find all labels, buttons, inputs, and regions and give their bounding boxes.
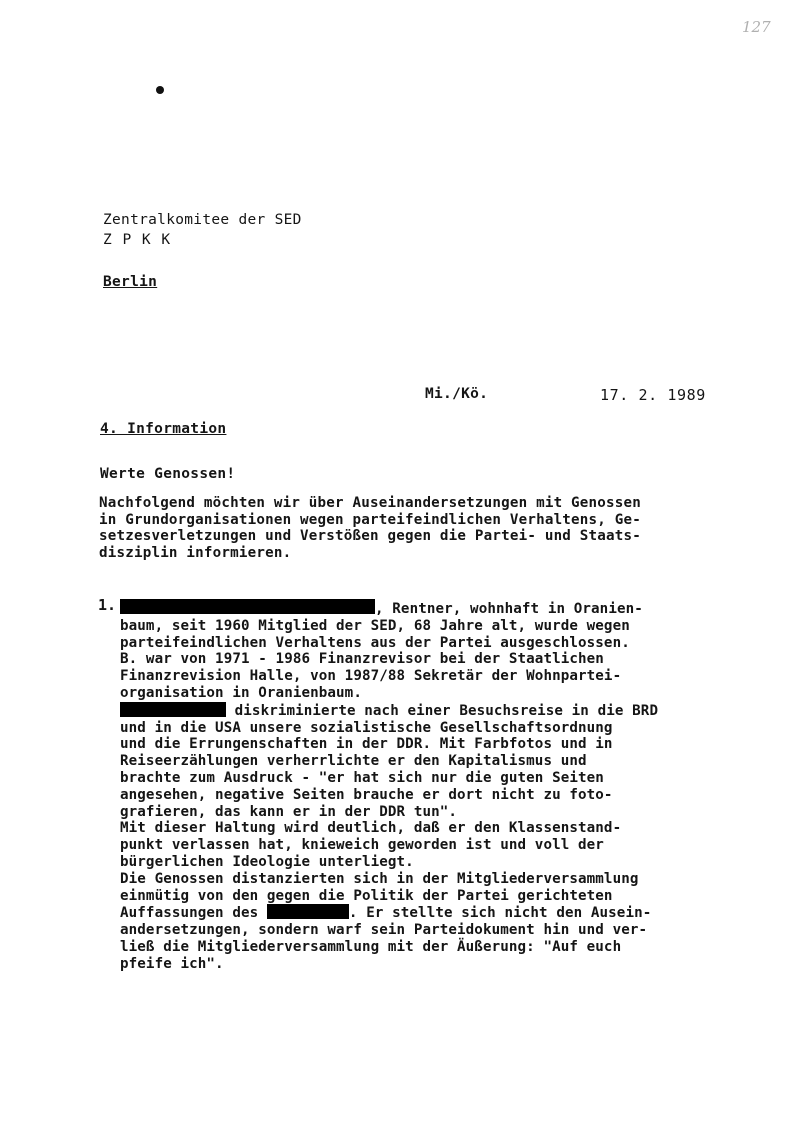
letter-date: 17. 2. 1989 [600,386,706,404]
item-line-text: , Rentner, wohnhaft in Oranien- [375,601,643,617]
intro-line: disziplin informieren. [99,545,292,562]
item-line: bürgerlichen Ideologie unterliegt. [120,853,414,870]
redaction-bar [120,599,375,614]
salutation: Werte Genossen! [100,466,236,482]
item-line: grafieren, das kann er in der DDR tun". [120,803,458,820]
item-line: Reiseerzählungen verherrlichte er den Kapitalismus und [120,753,587,770]
recipient-city: Berlin [103,274,158,290]
item-line: B. war von 1971 - 1986 Finanzrevisor bei der Staatlichen [120,651,604,668]
item-line: Finanzrevision Halle, von 1987/88 Sekretär der Wohnpartei- [120,668,622,685]
recipient-address [103,210,302,250]
item-line: und in die USA unsere sozialistische Gesellschaftsordnung [120,719,613,736]
item-line: angesehen, negative Seiten brauche er dort nicht zu foto- [120,786,613,803]
item-line: organisation in Oranienbaum. [120,684,362,701]
intro-line: setzesverletzungen und Verstößen gegen die Partei- und Staats- [99,528,641,545]
intro-paragraph [99,495,739,562]
item-paragraph [120,599,720,973]
item-line: einmütig von den gegen die Politik der Partei gerichteten [120,887,613,904]
item-line: parteifeindlichen Verhaltens aus der Partei ausgeschlossen. [120,634,630,651]
item-line [120,599,720,618]
item-line: andersetzungen, sondern warf sein Parteidokument hin und ver- [120,922,648,939]
item-line-text: . Er stellte sich nicht den Ausein- [348,905,652,922]
item-line: Mit dieser Haltung wird deutlich, daß er den Klassenstand- [120,820,622,837]
document-heading: 4. Information [100,421,227,437]
item-line [120,702,720,720]
handwritten-page-number: 127 [742,18,771,36]
recipient-line-1: Zentralkomitee der SED [103,212,302,228]
item-line-text: Auffassungen des [120,905,267,922]
item-number: 1. [98,596,117,614]
item-line: baum, seit 1960 Mitglied der SED, 68 Jahre alt, wurde wegen [120,617,630,634]
item-line-text: diskriminierte nach einer Besuchsreise in die BRD [226,702,659,719]
item-line: pfeife ich". [120,955,224,972]
reference-code: Mi./Kö. [425,386,489,402]
intro-line: in Grundorganisationen wegen parteifeindlichen Verhaltens, Ge- [99,511,641,528]
intro-line: Nachfolgend möchten wir über Auseinandersetzungen mit Genossen [99,495,641,511]
item-line [120,904,720,922]
recipient-line-2: Z P K K [103,232,172,248]
item-line: und die Errungenschaften in der DDR. Mit Farbfotos und in [120,736,613,753]
item-line: punkt verlassen hat, knieweich geworden ist und voll der [120,837,604,854]
redaction-bar [267,904,349,919]
redaction-bar [120,702,226,717]
item-line: Die Genossen distanzierten sich in der Mitgliederversammlung [120,870,639,887]
punch-dot [156,86,164,94]
item-line: ließ die Mitgliederversammlung mit der Äußerung: "Auf euch [120,938,622,955]
item-line: brachte zum Ausdruck - "er hat sich nur die guten Seiten [120,769,604,786]
